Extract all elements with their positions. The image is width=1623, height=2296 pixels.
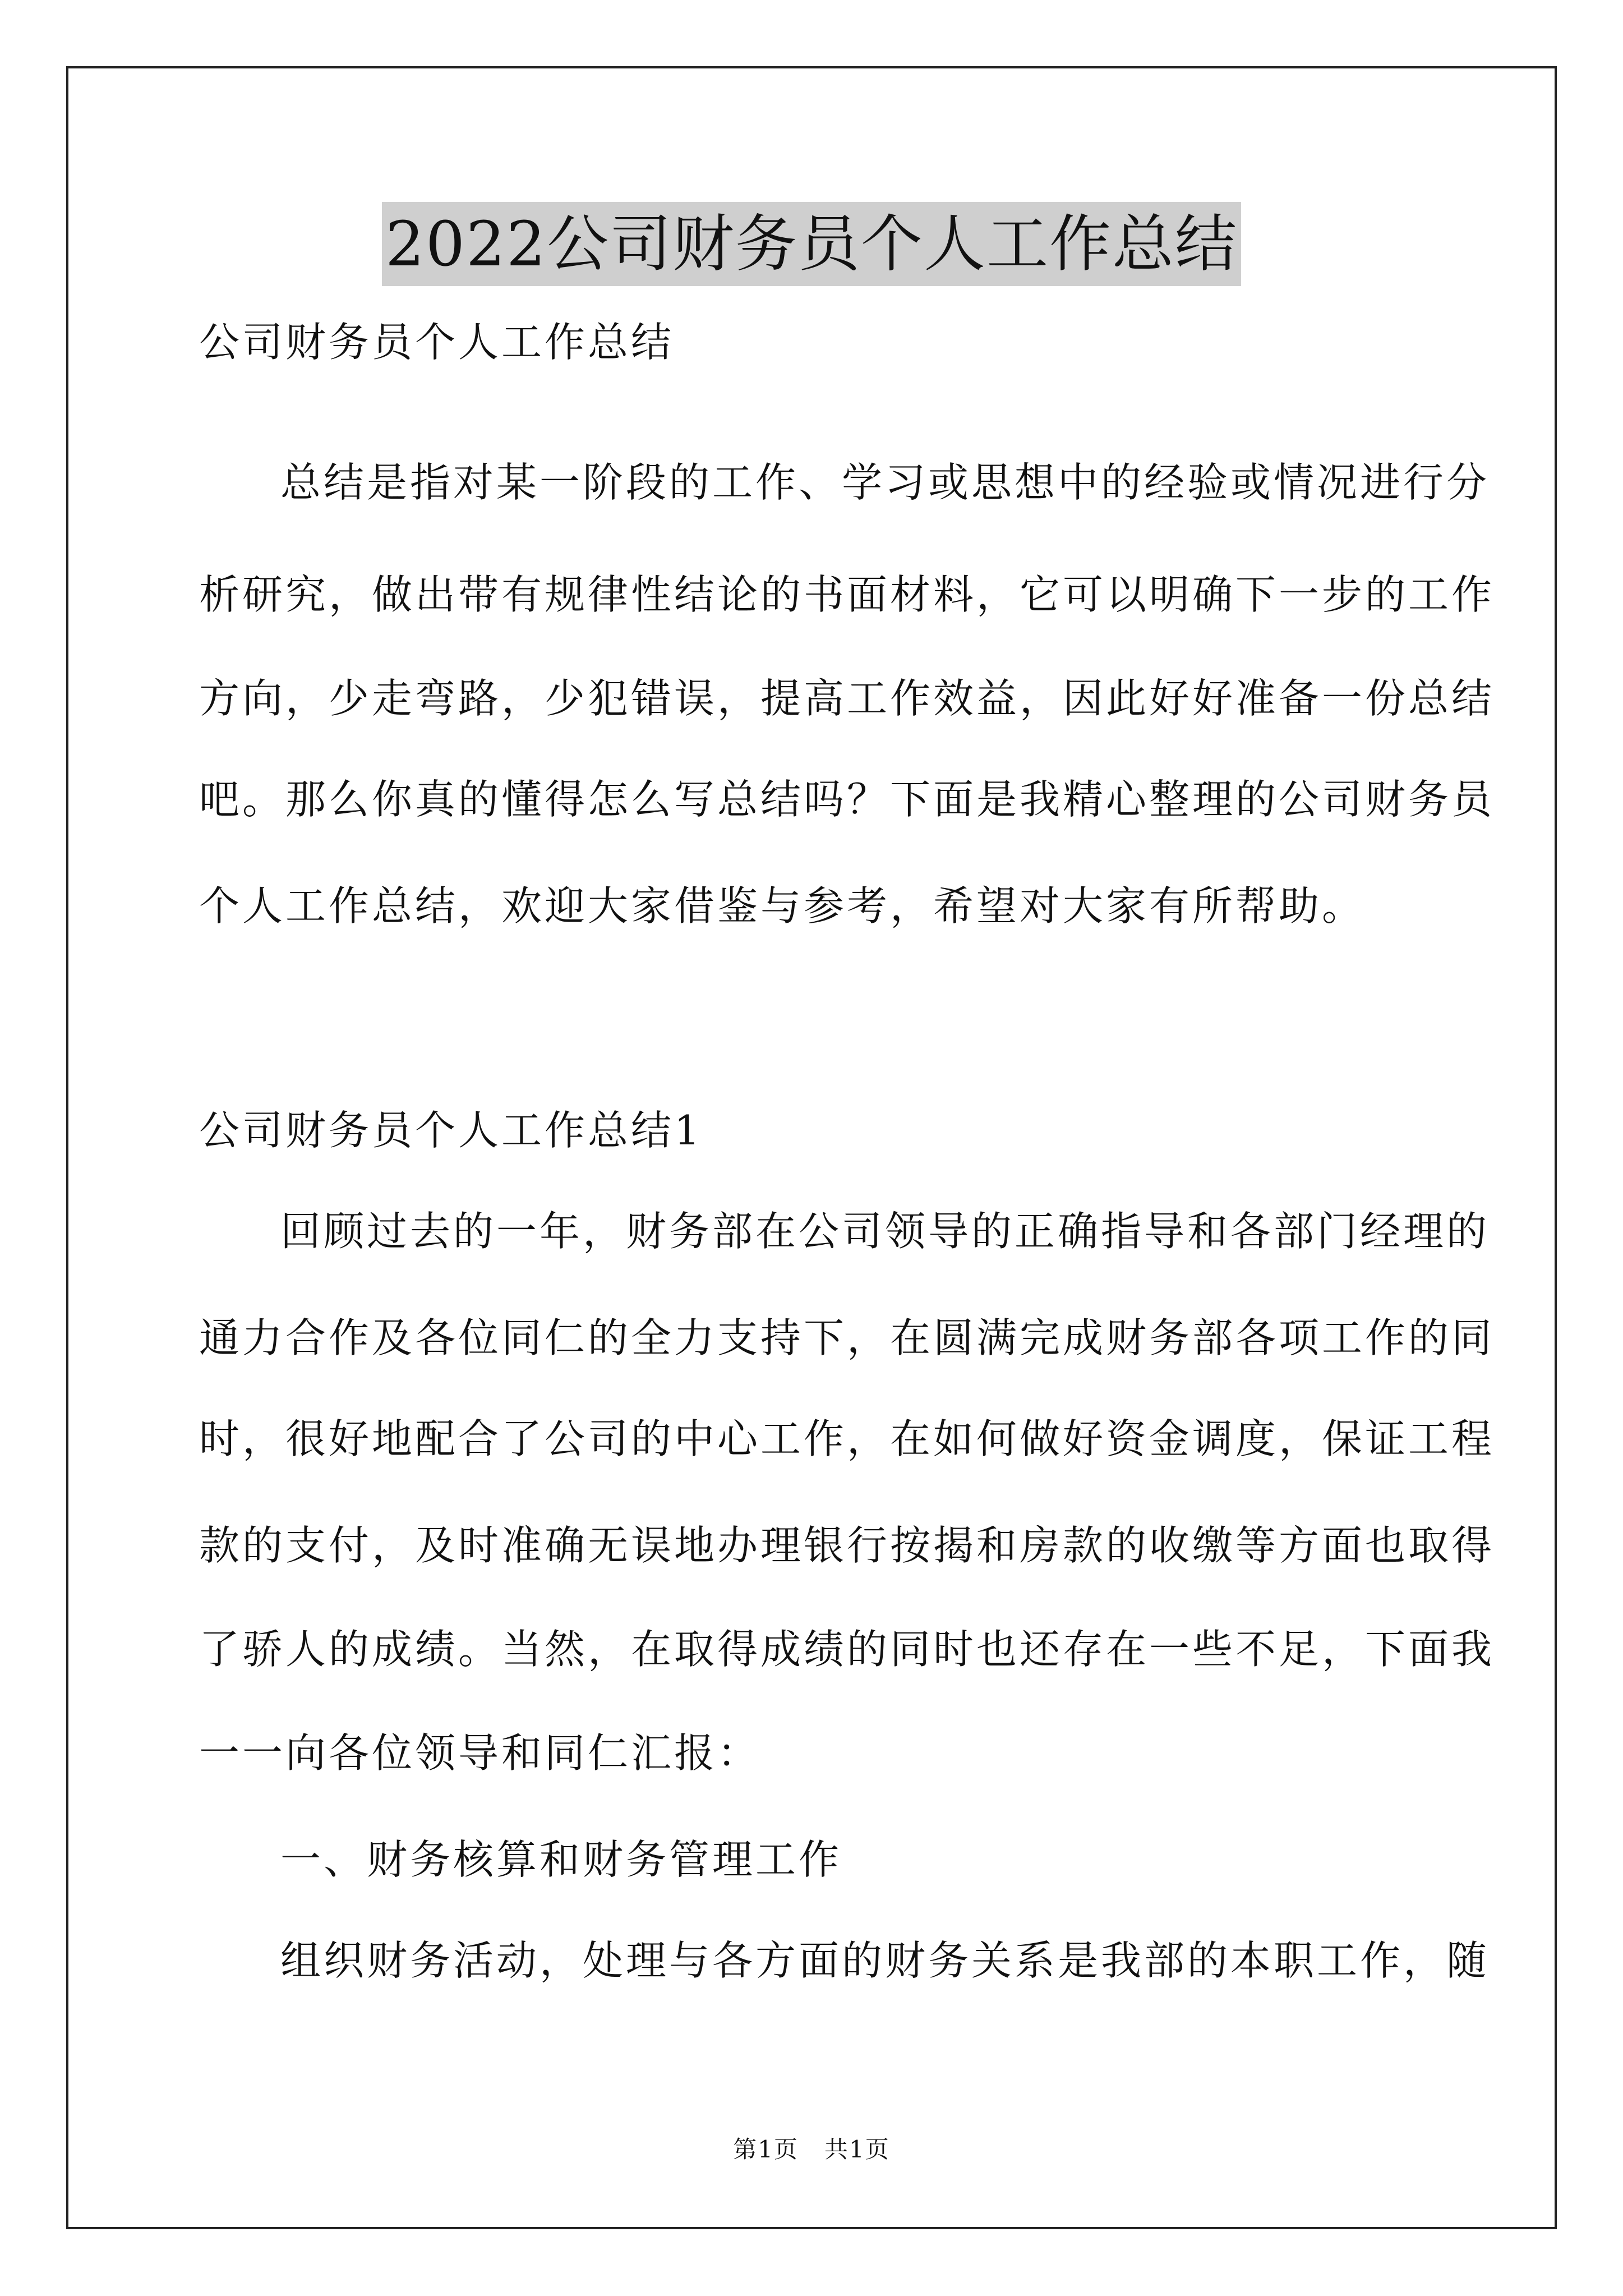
paragraph-line: 组织财务活动，处理与各方面的财务关系是我部的本职工作，随	[280, 1937, 1490, 1984]
intro-line: 总结是指对某一阶段的工作、学习或思想中的经验或情况进行分	[280, 459, 1490, 506]
intro-line: 析研究，做出带有规律性结论的书面材料，它可以明确下一步的工作	[199, 571, 1495, 618]
page-number-current: 第1页	[733, 2136, 799, 2163]
page-number-total: 共1页	[824, 2136, 890, 2163]
intro-line: 个人工作总结，欢迎大家借鉴与参考，希望对大家有所帮助。	[199, 882, 1366, 930]
intro-line: 方向，少走弯路，少犯错误，提高工作效益，因此好好准备一份总结	[199, 675, 1495, 722]
section-line: 了骄人的成绩。当然，在取得成绩的同时也还存在一些不足，下面我	[199, 1626, 1495, 1673]
section-line: 时，很好地配合了公司的中心工作，在如何做好资金调度，保证工程	[199, 1415, 1495, 1462]
page-footer	[0, 2133, 1623, 2166]
section-line: 回顾过去的一年，财务部在公司领导的正确指导和各部门经理的	[280, 1208, 1490, 1255]
section-line: 款的支付，及时准确无误地办理银行按揭和房款的收缴等方面也取得	[199, 1522, 1495, 1569]
section-line: 一一向各位领导和同仁汇报：	[199, 1729, 761, 1777]
section-line: 通力合作及各位同仁的全力支持下，在圆满完成财务部各项工作的同	[199, 1314, 1495, 1361]
document-title-text: 2022公司财务员个人工作总结	[382, 202, 1241, 286]
document-subtitle: 公司财务员个人工作总结	[199, 319, 675, 366]
section-heading: 公司财务员个人工作总结1	[199, 1107, 703, 1154]
intro-line: 吧。那么你真的懂得怎么写总结吗？下面是我精心整理的公司财务员	[199, 776, 1495, 823]
document-title	[0, 202, 1623, 286]
subheading: 一、财务核算和财务管理工作	[280, 1836, 842, 1883]
